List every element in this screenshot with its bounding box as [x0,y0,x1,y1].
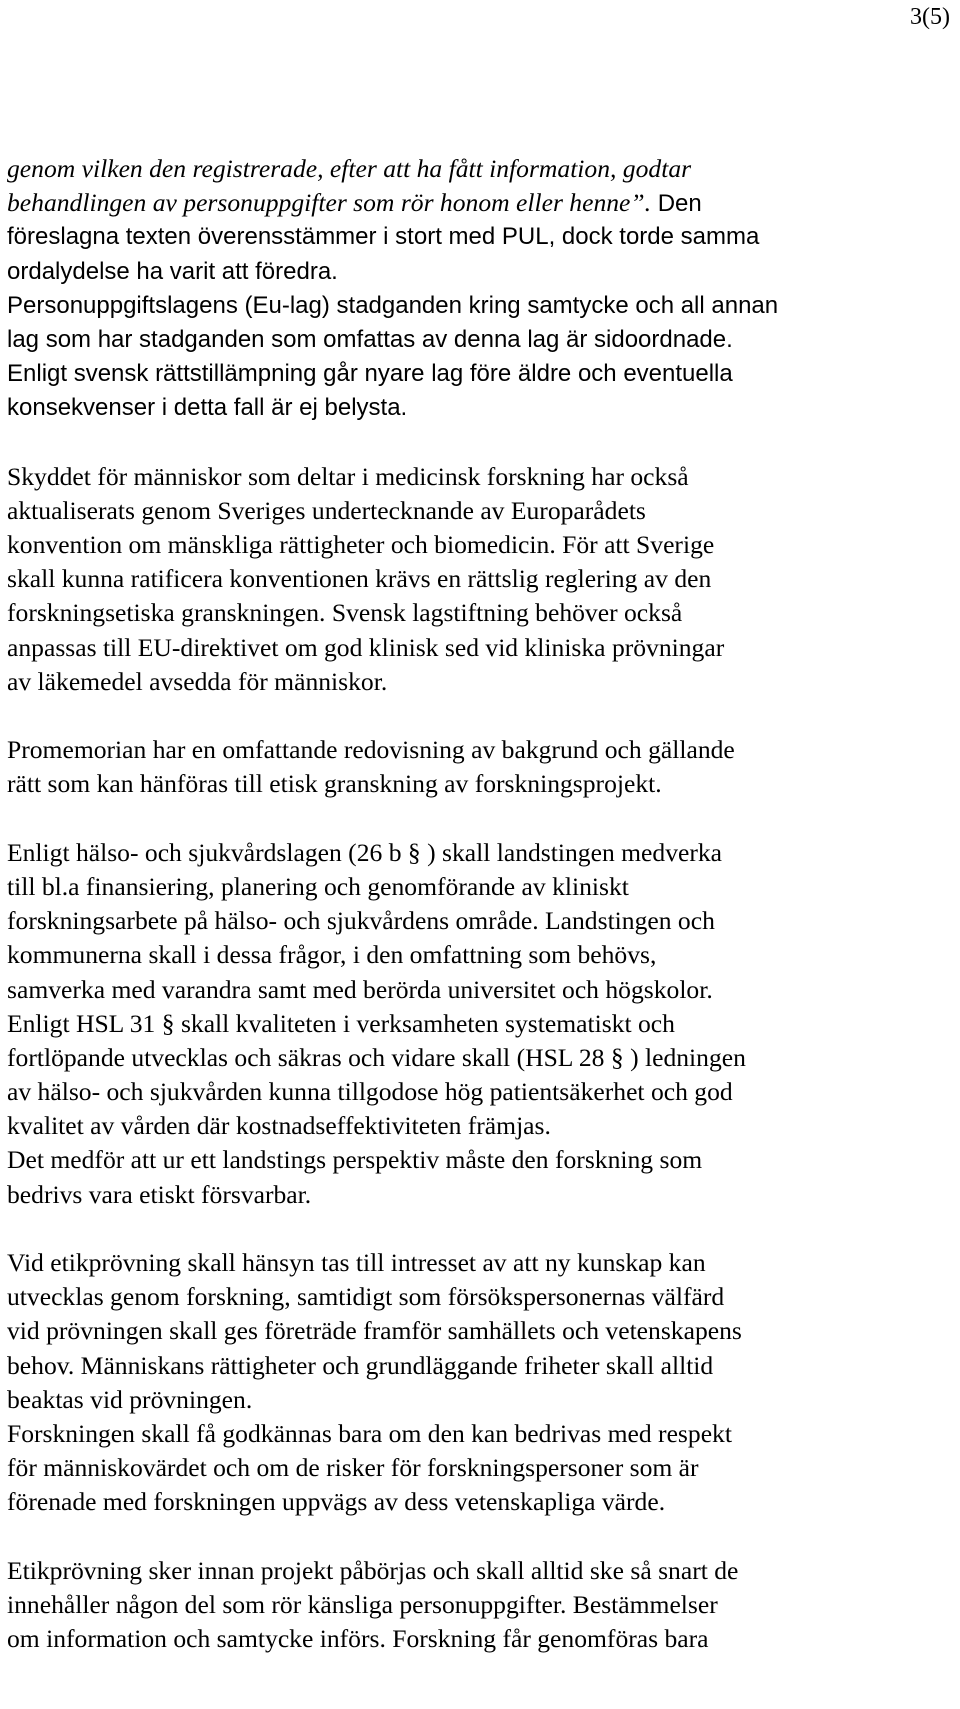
text-line: av hälso- och sjukvården kunna tillgodose hög patientsäkerhet och god [7,1077,733,1107]
text-line: Etikprövning sker innan projekt påbörjas och skall alltid ske så snart de [7,1555,739,1585]
text-line: Det medför att ur ett landstings perspektiv måste den forskning som [7,1145,703,1175]
text-line: Skyddet för människor som deltar i medicinsk forskning har också [7,461,689,491]
text-line: om information och samtycke införs. Forskning får genomföras bara [7,1624,709,1654]
text-line: forskningsarbete på hälso- och sjukvårdens område. Landstingen och [7,906,715,936]
page-number: 3(5) [910,4,950,30]
text-line: konsekvenser i detta fall är ej belysta. [7,394,408,422]
text-line: ordalydelse ha varit att föredra. [7,257,338,285]
text-line: Enligt hälso- och sjukvårdslagen (26 b § ) skall landstingen medverka [7,837,723,867]
paragraph-gap [7,802,952,836]
text-line: forskningsetiska granskningen. Svensk lagstiftning behöver också [7,598,683,628]
text-line: av läkemedel avsedda för människor. [7,666,388,696]
text-line: Promemorian har en omfattande redovisning av bakgrund och gällande [7,735,735,765]
text-line: bedrivs vara etiskt försvarbar. [7,1179,312,1209]
text-line: fortlöpande utvecklas och säkras och vidare skall (HSL 28 § ) ledningen [7,1042,746,1072]
text-line: skall kunna ratificera konventionen krävs en rättslig reglering av den [7,564,712,594]
text-line: Personuppgiftslagens (Eu-lag) stadganden kring samtycke och all annan [7,291,779,319]
text-line: lag som har stadganden som omfattas av denna lag är sidoordnade. [7,325,733,353]
text-line: förenade med forskningen uppvägs av dess vetenskapliga värde. [7,1487,666,1517]
text-line: Enligt HSL 31 § skall kvaliteten i verksamheten systematiskt och [7,1008,675,1038]
text-line: Forskningen skall få godkännas bara om den kan bedrivas med respekt [7,1418,732,1448]
text-line: Enligt svensk rättstillämpning går nyare lag före äldre och eventuella [7,360,733,388]
text-span: behandlingen av personuppgifter som rör honom eller henne”. [7,188,652,218]
text-line: till bl.a finansiering, planering och genomförande av kliniskt [7,871,629,901]
document-body [7,152,952,1656]
paragraph-gap [7,1520,952,1554]
text-line: beaktas vid prövningen. [7,1384,253,1414]
text-line: för människovärdet och om de risker för forskningspersoner som är [7,1453,699,1483]
text-line: vid prövningen skall ges företräde framför samhällets och vetenskapens [7,1316,742,1346]
text-line: behov. Människans rättigheter och grundläggande friheter skall alltid [7,1350,714,1380]
paragraph-gap [7,426,952,460]
text-line: aktualiserats genom Sveriges undertecknande av Europarådets [7,495,646,525]
text-line: kommunerna skall i dessa frågor, i den omfattning som behövs, [7,940,657,970]
paragraph-gap [7,1212,952,1246]
text-line [7,186,952,220]
text-line: föreslagna texten överensstämmer i stort med PUL, dock torde samma [7,223,760,251]
text-line: konvention om mänskliga rättigheter och biomedicin. För att Sverige [7,530,715,560]
text-line: rätt som kan hänföras till etisk granskning av forskningsprojekt. [7,769,662,799]
text-line: kvalitet av vården där kostnadseffektiviteten främjas. [7,1111,551,1141]
text-line: anpassas till EU-direktivet om god klinisk sed vid kliniska prövningar [7,632,725,662]
text-line: innehåller någon del som rör känsliga personuppgifter. Bestämmelser [7,1589,718,1619]
text-line: Vid etikprövning skall hänsyn tas till intresset av att ny kunskap kan [7,1248,706,1277]
text-line: genom vilken den registrerade, efter att ha fått information, godtar [7,154,692,183]
paragraph-gap [7,699,952,733]
text-line: utvecklas genom forskning, samtidigt som försökspersonernas välfärd [7,1282,725,1312]
text-span: Den [651,190,702,218]
text-line: samverka med varandra samt med berörda universitet och högskolor. [7,974,713,1004]
